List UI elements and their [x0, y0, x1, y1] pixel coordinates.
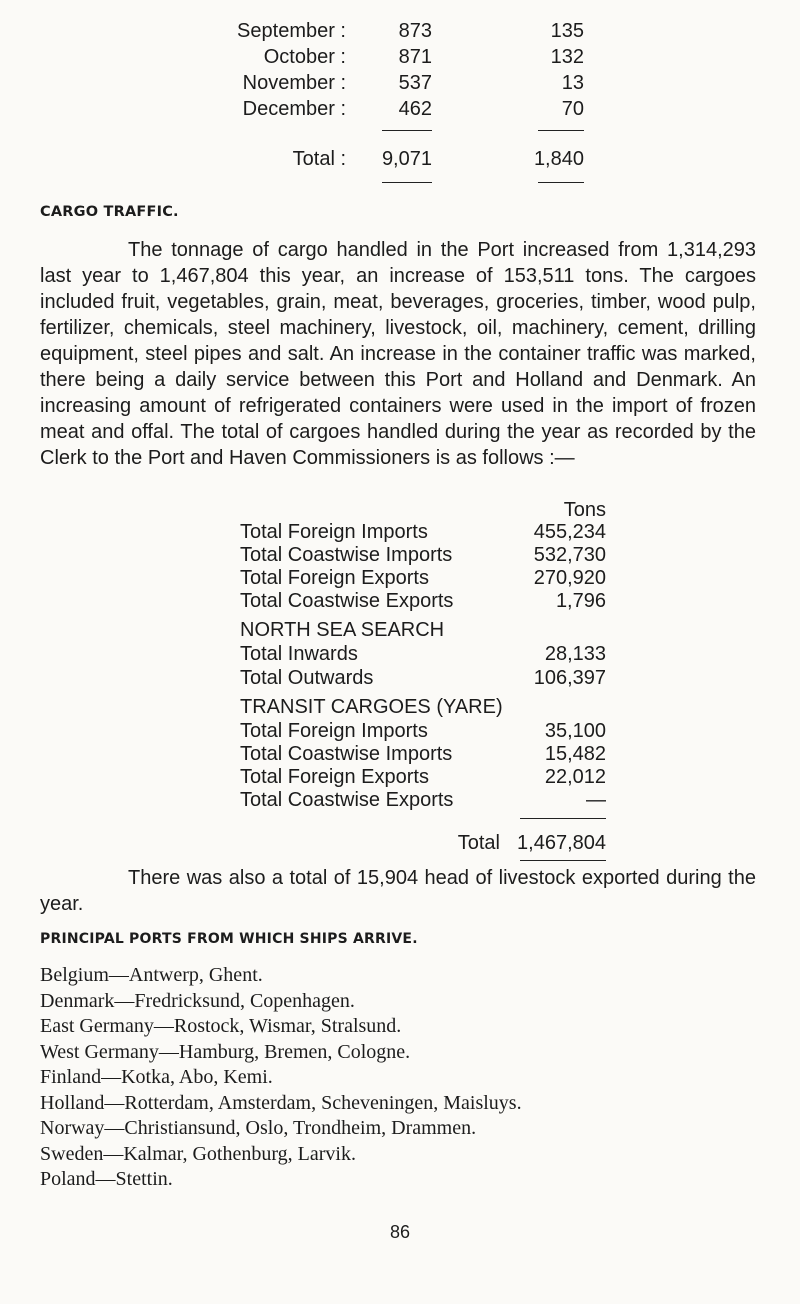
list-item: West Germany—Hamburg, Bremen, Cologne.	[40, 1040, 411, 1063]
month-label: September :	[237, 20, 346, 42]
unit-header: Tons	[563, 499, 606, 521]
month-value-a: 871	[398, 46, 432, 68]
cargo-label: Total Coastwise Exports	[240, 590, 454, 612]
list-item: Poland—Stettin.	[40, 1168, 173, 1190]
list-item: Denmark—Fredricksund, Copenhagen.	[40, 989, 355, 1012]
grand-total-value: 1,467,804	[517, 832, 606, 854]
cargo-label: Total Outwards	[240, 667, 374, 689]
cargo-value: 270,920	[533, 567, 606, 589]
total-rule	[538, 182, 584, 183]
cargo-value: 22,012	[544, 766, 606, 788]
total-label: Total :	[292, 148, 346, 170]
cargo-value: 35,100	[544, 720, 606, 742]
livestock-paragraph: There was also a total of 15,904 head of livestock exported during the year.	[40, 867, 756, 915]
cargo-value: 106,397	[533, 667, 606, 689]
month-value-b: 132	[550, 46, 584, 68]
list-item: Finland—Kotka, Abo, Kemi.	[40, 1066, 273, 1088]
total-value-b: 1,840	[533, 148, 584, 170]
list-item: East Germany—Rostock, Wismar, Stralsund.	[40, 1015, 402, 1037]
month-value-b: 13	[561, 72, 584, 94]
cargo-label: Total Foreign Exports	[240, 567, 429, 589]
cargo-value: 15,482	[544, 743, 606, 765]
list-item: Norway—Christiansund, Oslo, Trondheim, Drammen.	[40, 1117, 477, 1139]
month-value-a: 537	[398, 72, 432, 94]
month-label: November :	[242, 72, 346, 94]
north-sea-heading: NORTH SEA SEARCH	[240, 619, 445, 641]
cargo-label: Total Inwards	[240, 643, 358, 665]
cargo-label: Total Coastwise Imports	[240, 544, 453, 566]
list-item: Sweden—Kalmar, Gothenburg, Larvik.	[40, 1142, 356, 1165]
section-heading: CARGO TRAFFIC.	[40, 204, 179, 220]
total-rule	[382, 182, 432, 183]
subtotal-rule	[538, 130, 584, 131]
month-value-a: 873	[398, 20, 432, 42]
grand-total-label: Total	[457, 832, 500, 854]
grand-total-rule	[520, 860, 606, 861]
page-number: 86	[389, 1222, 411, 1242]
ports-heading: PRINCIPAL PORTS FROM WHICH SHIPS ARRIVE.	[40, 931, 418, 947]
cargo-paragraph: The tonnage of cargo handled in the Port increased from 1,314,293 last year to 1,467,804 this year, an increase of 153,511 tons. The cargoes included fruit, vegetables, grain, meat, beverages, groceries, timber, wood pulp, fertilizer, chemicals, steel machinery, livestock, oil, machinery, cement, drilling equipment, steel pipes and salt. An increase in the container traffic was marked, there being a daily service between this Port and Holland and Denmark. An increasing amount of refrigerated containers were used in the import of frozen meat and offal. The total of cargoes handled during the year as recorded by the Clerk to the Port and Haven Commissioners is as follows :—	[40, 239, 756, 469]
cargo-value: 1,796	[555, 590, 606, 612]
ports-list	[40, 963, 760, 1193]
month-value-b: 70	[561, 98, 584, 120]
cargo-label: Total Coastwise Imports	[240, 743, 453, 765]
month-value-b: 135	[550, 20, 584, 42]
cargo-label: Total Foreign Imports	[240, 720, 428, 742]
list-item: Holland—Rotterdam, Amsterdam, Scheveningen, Maisluys.	[40, 1091, 522, 1114]
cargo-label: Total Coastwise Exports	[240, 789, 454, 811]
cargo-value: —	[586, 789, 606, 811]
cargo-value: 455,234	[533, 521, 606, 543]
total-value-a: 9,071	[381, 148, 432, 170]
cargo-value: 532,730	[533, 544, 606, 566]
cargo-value: 28,133	[544, 643, 606, 665]
transit-heading: TRANSIT CARGOES (YARE)	[240, 696, 503, 718]
month-value-a: 462	[398, 98, 432, 120]
list-item: Belgium—Antwerp, Ghent.	[40, 964, 263, 986]
grand-total-row	[0, 830, 800, 856]
month-label: December :	[242, 98, 346, 120]
grand-total-rule	[520, 818, 606, 819]
month-label: October :	[263, 46, 346, 68]
cargo-label: Total Foreign Imports	[240, 521, 428, 543]
cargo-label: Total Foreign Exports	[240, 766, 429, 788]
subtotal-rule	[382, 130, 432, 131]
